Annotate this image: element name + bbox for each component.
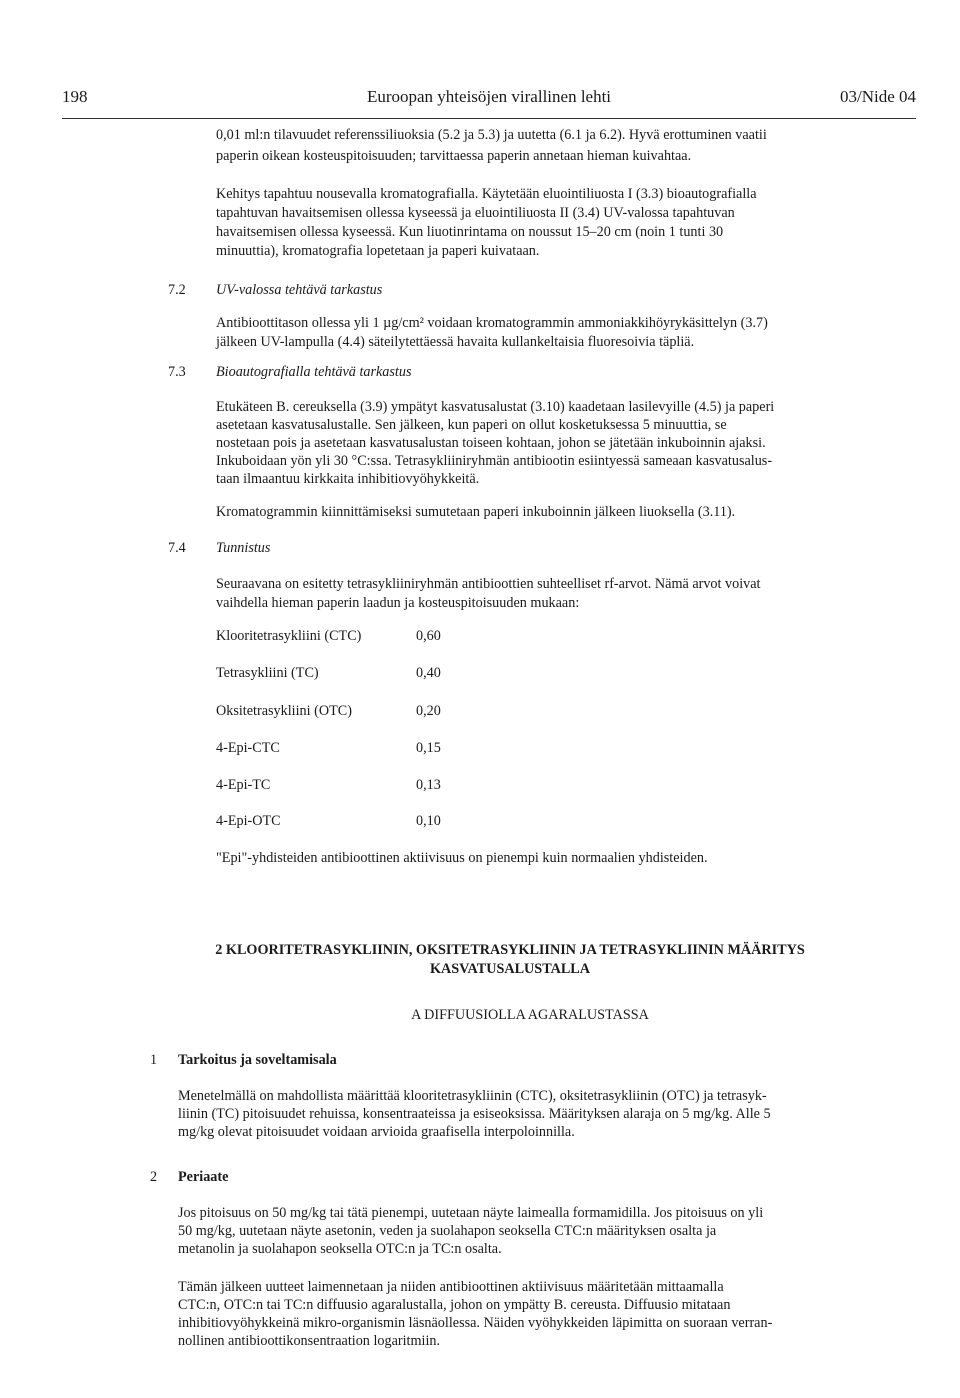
rf-value: 0,40 xyxy=(416,665,441,681)
paragraph-line: "Epi"-yhdisteiden antibioottinen aktiivisuus on pienempi kuin normaalien yhdisteiden. xyxy=(216,850,708,866)
paragraph-line: Antibioottitason ollessa yli 1 µg/cm² voidaan kromatogrammin ammoniakkihöyrykäsittelyn (3.7) xyxy=(216,315,768,331)
paragraph-line: Jos pitoisuus on 50 mg/kg tai tätä pienempi, uutetaan näyte laimealla formamidilla. Jos pitoisuus on yli xyxy=(178,1205,764,1221)
rf-compound-name: Klooritetrasykliini (CTC) xyxy=(216,628,362,644)
chapter-subtitle: A DIFFUUSIOLLA AGARALUSTASSA xyxy=(411,1007,649,1023)
journal-title: Euroopan yhteisöjen virallinen lehti xyxy=(366,87,612,106)
paragraph-line: tapahtuvan havaitsemisen ollessa kyseessä ja eluointiliuosta II (3.4) UV-valossa tapahtuvan xyxy=(216,205,735,221)
paragraph-line: paperin oikean kosteuspitoisuuden; tarvittaessa paperin annetaan hieman kuivahtaa. xyxy=(216,148,692,164)
section-title: Tarkoitus ja soveltamisala xyxy=(178,1052,337,1068)
rf-compound-name: Oksitetrasykliini (OTC) xyxy=(216,703,352,719)
section-number: 1 xyxy=(150,1052,158,1068)
paragraph-line: mg/kg olevat pitoisuudet voidaan arvioida graafisella interpoloinnilla. xyxy=(178,1124,575,1140)
paragraph-line: asetetaan kasvatusalustalle. Sen jälkeen, kun paperi on ollut kosketuksessa 5 minuuttia, se xyxy=(216,417,727,433)
paragraph-line: 0,01 ml:n tilavuudet referenssiliuoksia (5.2 ja 5.3) ja uutetta (6.1 ja 6.2). Hyvä erottuminen vaatii xyxy=(216,127,767,143)
rf-value: 0,10 xyxy=(416,813,441,829)
header-rule xyxy=(62,118,916,119)
rf-compound-name: 4-Epi-OTC xyxy=(216,813,281,829)
section-title: Tunnistus xyxy=(216,540,271,556)
rf-compound-name: Tetrasykliini (TC) xyxy=(216,665,319,681)
paragraph-line: havaitsemisen ollessa kyseessä. Kun liuotinrintama on noussut 15–20 cm (noin 1 tunti 30 xyxy=(216,224,724,240)
rf-compound-name: 4-Epi-CTC xyxy=(216,740,280,756)
paragraph-line: Kromatogrammin kiinnittämiseksi sumutetaan paperi inkuboinnin jälkeen liuoksella (3.11). xyxy=(216,504,736,520)
paragraph-line: Kehitys tapahtuu nousevalla kromatografialla. Käytetään eluointiliuosta I (3.3) bioautografialla xyxy=(216,186,757,202)
paragraph-line: Inkuboidaan yön yli 30 °C:ssa. Tetrasykliiniryhmän antibiootin esiintyessä sameaan kasvatusalus- xyxy=(216,453,773,469)
page-header xyxy=(62,86,916,112)
paragraph-line: Seuraavana on esitetty tetrasykliiniryhmän antibioottien suhteelliset rf-arvot. Nämä arvot voivat xyxy=(216,576,761,592)
paragraph-line: metanolin ja suolahapon seoksella OTC:n ja TC:n osalta. xyxy=(178,1241,502,1257)
rf-value: 0,15 xyxy=(416,740,441,756)
paragraph-line: 50 mg/kg, uutetaan näyte asetonin, veden ja suolahapon seoksella CTC:n määrityksen osalta ja xyxy=(178,1223,717,1239)
paragraph-line: nollinen antibioottikonsentraation logaritmiin. xyxy=(178,1333,441,1349)
paragraph-line: taan ilmaantuu kirkkaita inhibitiovyöhykkeitä. xyxy=(216,471,480,487)
page-number: 198 xyxy=(62,87,88,106)
paragraph-line: vaihdella hieman paperin laadun ja kosteuspitoisuuden mukaan: xyxy=(216,595,580,611)
rf-value: 0,60 xyxy=(416,628,441,644)
paragraph-line: Tämän jälkeen uutteet laimennetaan ja niiden antibioottinen aktiivisuus määritetään mittaamalla xyxy=(178,1279,724,1295)
paragraph-line: liinin (TC) pitoisuudet rehuissa, konsentraateissa ja esiseoksissa. Määrityksen alaraja on 5 mg/kg. Alle 5 xyxy=(178,1106,771,1122)
section-title: UV-valossa tehtävä tarkastus xyxy=(216,282,383,298)
rf-compound-name: 4-Epi-TC xyxy=(216,777,271,793)
paragraph-line: CTC:n, OTC:n tai TC:n diffuusio agaralustalla, johon on ympätty B. cereusta. Diffuusio mitataan xyxy=(178,1297,731,1313)
paragraph-line: nostetaan pois ja asetetaan kasvatusalustan toiseen kohtaan, johon se jätetään inkuboinnin ajaksi. xyxy=(216,435,766,451)
chapter-title: KASVATUSALUSTALLA xyxy=(429,961,591,977)
rf-value: 0,20 xyxy=(416,703,441,719)
paragraph-line: Menetelmällä on mahdollista määrittää klooritetrasykliinin (CTC), oksitetrasykliinin (OTC) ja tetrasyk- xyxy=(178,1088,767,1104)
section-title: Periaate xyxy=(178,1169,229,1185)
paragraph-line: jälkeen UV-lampulla (4.4) säteilytettäessä havaita kullankeltaisia fluoresoivia täpliä. xyxy=(216,334,695,350)
volume-label: 03/Nide 04 xyxy=(839,87,916,106)
paragraph-line: minuuttia), kromatografia lopetetaan ja paperi kuivataan. xyxy=(216,243,540,259)
rf-value: 0,13 xyxy=(416,777,441,793)
section-number: 2 xyxy=(150,1169,158,1185)
section-title: Bioautografialla tehtävä tarkastus xyxy=(216,364,412,380)
chapter-title: 2 KLOORITETRASYKLIININ, OKSITETRASYKLIININ JA TETRASYKLIININ MÄÄRITYS xyxy=(215,942,805,958)
section-number: 7.4 xyxy=(168,540,186,556)
paragraph-line: inhibitiovyöhykkeinä mikro-organismin läsnäollessa. Näiden vyöhykkeiden läpimitta on suoraan verran- xyxy=(178,1315,773,1331)
paragraph-line: Etukäteen B. cereuksella (3.9) ympätyt kasvatusalustat (3.10) kaadetaan lasilevyille (4.5) ja paperi xyxy=(216,399,775,415)
section-number: 7.2 xyxy=(168,282,186,298)
section-number: 7.3 xyxy=(168,364,186,380)
